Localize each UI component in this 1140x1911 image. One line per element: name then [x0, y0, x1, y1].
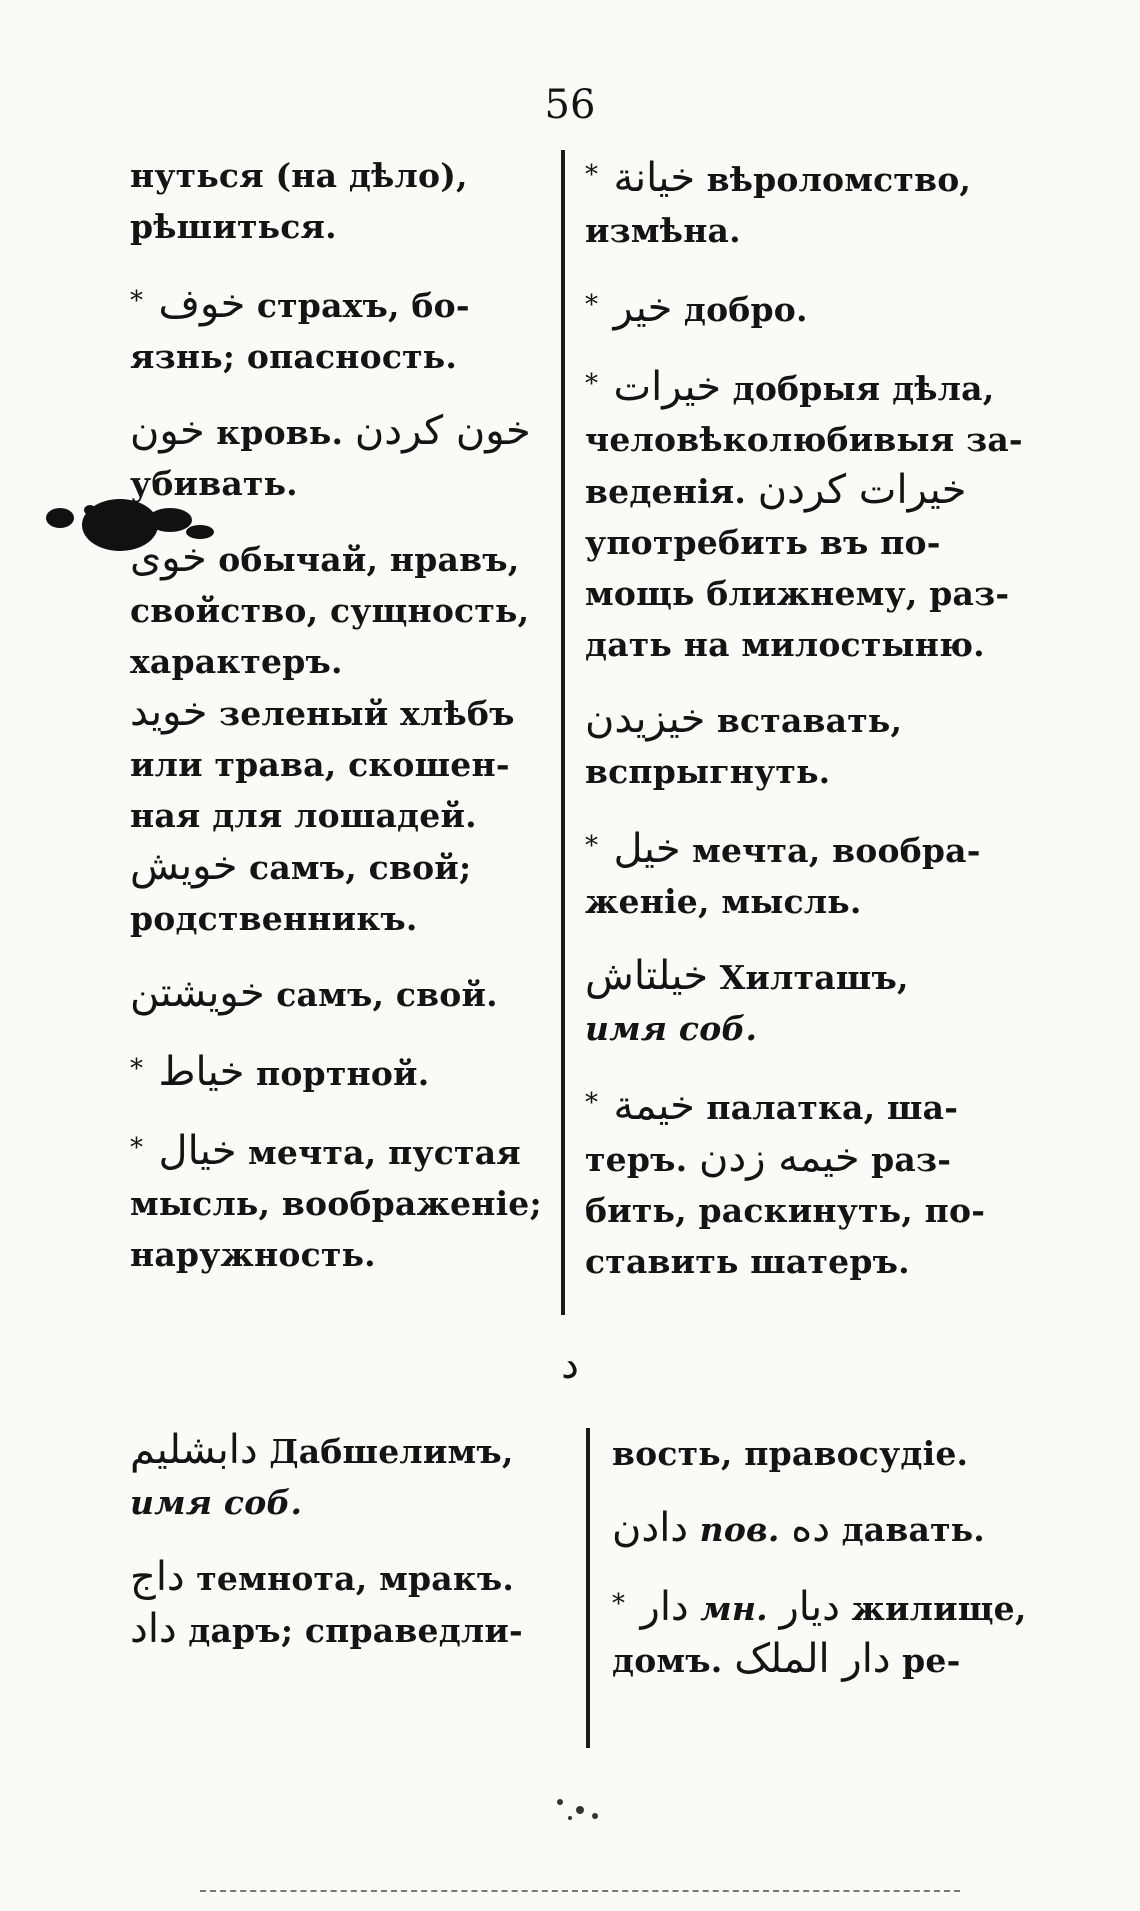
entry: خون кровь. خون کردن убивать. — [130, 408, 531, 503]
bottom-edge-marks — [200, 1890, 960, 1895]
entry-continuation: вость, правосудіе. — [612, 1434, 969, 1473]
entry: داج темнота, мракъ. — [130, 1554, 515, 1600]
arabic-headword: خیلتاش — [585, 953, 709, 999]
asterisk-mark: * — [130, 286, 143, 316]
asterisk-mark: * — [585, 369, 598, 399]
entry: دابشلیم Дабшелимъ, имя соб. — [130, 1427, 514, 1522]
entry: * دار мн. دیار жилище, — [612, 1584, 1027, 1630]
bottom-right-column — [612, 1428, 1052, 1686]
asterisk-mark: * — [130, 1133, 143, 1163]
arabic-headword: داج — [130, 1554, 185, 1600]
arabic-headword: خیانة — [613, 155, 696, 201]
arabic-headword: دار — [640, 1584, 689, 1630]
entry: * خیمة палатка, ша- теръ. خیمه زدن раз- бить, раскинуть, по- ставить шатеръ. — [585, 1083, 986, 1281]
section-letter-dal: د — [561, 1342, 579, 1388]
arabic-headword: خیرات — [613, 364, 722, 410]
entry-continuation: нуться (на дѣло), рѣшиться. — [130, 156, 468, 246]
top-left-column — [130, 150, 550, 1280]
entry: домъ. دار الملک ре- — [612, 1636, 961, 1682]
arabic-phrase: دیار — [779, 1584, 840, 1630]
entry: خویشتن самъ, свой. — [130, 970, 498, 1016]
entry: * خیرات добрыя дѣла, человѣколюбивыя за- веденія. خیرات کردن употребить въ по- мощь ближнему, раз- дать на милостыню. — [585, 364, 1023, 664]
arabic-headword: خیاط — [158, 1049, 245, 1095]
entry: * خیال мечта, пустая мысль, воображеніе; наружность. — [130, 1128, 542, 1274]
entry: * خوف страхъ, бо- язнь; опасность. — [130, 281, 470, 376]
asterisk-mark: * — [585, 831, 598, 861]
asterisk-mark: * — [585, 160, 598, 190]
entry: خوید зеленый хлѣбъ или трава, скошен- ная для лошадей. — [130, 689, 515, 835]
arabic-headword: داد — [130, 1606, 177, 1652]
arabic-phrase: دار الملک — [734, 1636, 891, 1682]
arabic-headword: خوف — [158, 281, 246, 327]
arabic-phrase: خیرات کردن — [757, 467, 967, 513]
arabic-headword: خویش — [130, 843, 238, 889]
entry: داد даръ; справедли- — [130, 1606, 523, 1652]
arabic-phrase: خون کردن — [354, 408, 531, 454]
page-number: 56 — [544, 82, 596, 128]
entry: * خیر добро. — [585, 285, 808, 331]
arabic-headword: دادن — [612, 1505, 689, 1551]
print-speck — [540, 1790, 630, 1830]
arabic-headword: خیر — [613, 285, 673, 331]
entry: خوی обычай, нравъ, свойство, сущность, характеръ. — [130, 535, 530, 681]
column-divider-bottom — [586, 1428, 590, 1748]
entry: خویش самъ, свой; родственникъ. — [130, 843, 472, 938]
arabic-phrase: خیمه زدن — [699, 1135, 860, 1181]
entry: * خیل мечта, вообра- женіе, мысль. — [585, 826, 981, 921]
arabic-headword: خیال — [158, 1128, 237, 1174]
arabic-headword: خویشتن — [130, 970, 265, 1016]
entry: خیلتاش Хилташъ, имя соб. — [585, 953, 909, 1048]
arabic-phrase: ده — [791, 1505, 831, 1551]
entry: * خیانة вѣроломство, измѣна. — [585, 155, 972, 250]
entry: دادن пов. ده давать. — [612, 1505, 986, 1551]
bottom-left-column — [130, 1425, 580, 1656]
asterisk-mark: * — [612, 1589, 625, 1619]
asterisk-mark: * — [585, 1088, 598, 1118]
arabic-headword: خیزیدن — [585, 696, 706, 742]
arabic-headword: خون — [130, 408, 205, 454]
column-divider-top — [561, 150, 565, 1315]
asterisk-mark: * — [585, 290, 598, 320]
arabic-headword: دابشلیم — [130, 1427, 258, 1473]
arabic-headword: خیل — [613, 826, 681, 872]
top-right-column — [585, 150, 1040, 1287]
arabic-headword: خیمة — [613, 1083, 695, 1129]
entry: * خیاط портной. — [130, 1049, 430, 1095]
asterisk-mark: * — [130, 1054, 143, 1084]
arabic-headword: خوید — [130, 689, 208, 735]
arabic-headword: خوی — [130, 535, 207, 581]
entry: خیزیدن вставать, вспрыгнуть. — [585, 696, 903, 791]
